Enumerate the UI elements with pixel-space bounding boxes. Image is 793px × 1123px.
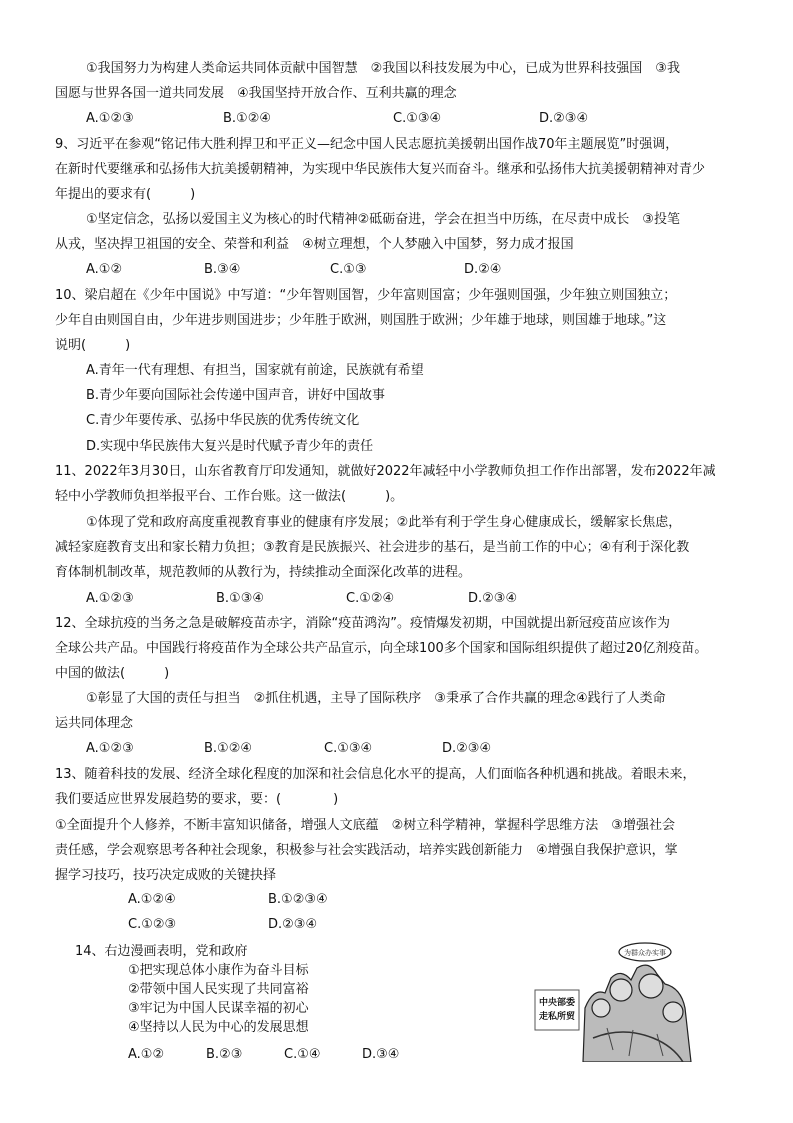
- cartoon-face-3: [592, 999, 610, 1017]
- cartoon-face-1: [610, 979, 632, 1001]
- q14-stem: 14、右边漫画表明，党和政府: [75, 944, 248, 959]
- q13-stem-line-1: 13、随着科技的发展、经济全球化程度的加深和社会信息化水平的提高，人们面临各种机遇和挑战。着眼未来，: [55, 767, 696, 782]
- q10-option-c[interactable]: C.青少年要传承、弘扬中华民族的优秀传统文化: [86, 413, 360, 428]
- q14-option-b[interactable]: B.②③: [206, 1047, 243, 1062]
- q8-option-b[interactable]: B.①②④: [223, 111, 272, 126]
- q10-stem-line-2: 少年自由则国自由，少年进步则国进步；少年胜于欧洲，则国胜于欧洲；少年雄于地球，则国雄于地球。”这: [55, 313, 667, 328]
- q12-stem-line-2: 全球公共产品。中国践行将疫苗作为全球公共产品宣示，向全球100多个国家和国际组织提供了超过20亿剂疫苗。: [55, 641, 708, 656]
- q12-option-d[interactable]: D.②③④: [442, 741, 492, 756]
- q13-option-d[interactable]: D.②③④: [268, 917, 318, 932]
- q13-option-c[interactable]: C.①②③: [128, 917, 177, 932]
- q9-statement-line-2: 从戎，坚决捍卫祖国的安全、荣誉和利益 ④树立理想，个人梦融入中国梦，努力成才报国: [55, 237, 574, 252]
- q13-statement-line-3: 握学习技巧，技巧决定成败的关键抉择: [55, 868, 277, 883]
- q11-option-b[interactable]: B.①③④: [216, 591, 265, 606]
- q12-statement-line-2: 运共同体理念: [55, 716, 134, 731]
- q14-statement-2: ②带领中国人民实现了共同富裕: [128, 982, 309, 997]
- q14-statement-4: ④坚持以人民为中心的发展思想: [128, 1020, 309, 1035]
- q10-option-b[interactable]: B.青少年要向国际社会传递中国声音，讲好中国故事: [86, 388, 386, 403]
- q10-stem-line-1: 10、梁启超在《少年中国说》中写道：“少年智则国智，少年富则国富；少年强则国强，少年独立则国独立；: [55, 288, 677, 303]
- q12-option-c[interactable]: C.①③④: [324, 741, 373, 756]
- q14-option-a[interactable]: A.①②: [128, 1047, 165, 1062]
- q14-cartoon-image: [533, 938, 693, 1062]
- q13-statement-line-2: 责任感，学会观察思考各种社会现象，积极参与社会实践活动，培养实践创新能力 ④增强自我保护意识，掌: [55, 843, 678, 858]
- q13-option-a[interactable]: A.①②④: [128, 892, 176, 907]
- q12-option-a[interactable]: A.①②③: [86, 741, 134, 756]
- cartoon-face-4: [663, 1002, 683, 1022]
- q9-option-a[interactable]: A.①②: [86, 262, 123, 277]
- q12-option-b[interactable]: B.①②④: [204, 741, 253, 756]
- q9-option-d[interactable]: D.②④: [464, 262, 502, 277]
- q13-option-b[interactable]: B.①②③④: [268, 892, 328, 907]
- cartoon-sign-text-2: 走私所贸: [538, 1012, 576, 1022]
- q14-option-d[interactable]: D.③④: [362, 1047, 400, 1062]
- q9-option-b[interactable]: B.③④: [204, 262, 241, 277]
- q8-statement-line-2: 国愿与世界各国一道共同发展 ④我国坚持开放合作、互利共赢的理念: [55, 86, 457, 101]
- q9-option-c[interactable]: C.①③: [330, 262, 367, 277]
- cartoon-sign-board: [535, 990, 579, 1030]
- q8-option-a[interactable]: A.①②③: [86, 111, 134, 126]
- q11-statement-line-3: 育体制机制改革，规范教师的从教行为，持续推动全面深化改革的进程。: [55, 565, 472, 580]
- q11-statement-line-2: 减轻家庭教育支出和家长精力负担；③教育是民族振兴、社会进步的基石，是当前工作的中心；④有利于深化教: [55, 540, 690, 555]
- q13-statement-line-1: ①全面提升个人修养，不断丰富知识储备，增强人文底蕴 ②树立科学精神，掌握科学思维方法 ③增强社会: [55, 818, 675, 833]
- q11-stem-line-1: 11、2022年3月30日，山东省教育厅印发通知，就做好2022年减轻中小学教师负担工作作出部署，发布2022年减: [55, 464, 716, 479]
- q11-option-d[interactable]: D.②③④: [468, 591, 518, 606]
- q11-option-a[interactable]: A.①②③: [86, 591, 134, 606]
- cartoon-face-2: [639, 974, 663, 998]
- q14-option-c[interactable]: C.①④: [284, 1047, 321, 1062]
- q10-stem-line-3: 说明( ): [55, 338, 131, 353]
- q12-statement-line-1: ①彰显了大国的责任与担当 ②抓住机遇，主导了国际秩序 ③秉承了合作共赢的理念④践行了人类命: [86, 691, 666, 706]
- q12-stem-line-3: 中国的做法( ): [55, 666, 170, 681]
- q14-statement-1: ①把实现总体小康作为奋斗目标: [128, 963, 309, 978]
- q14-statement-3: ③牢记为中国人民谋幸福的初心: [128, 1001, 309, 1016]
- cartoon-drawing: [533, 938, 693, 1062]
- q9-stem-line-2: 在新时代要继承和弘扬伟大抗美援朝精神，为实现中华民族伟大复兴而奋斗。继承和弘扬伟大抗美援朝精神对青少: [55, 162, 706, 177]
- q9-stem-line-1: 9、习近平在参观“铭记伟大胜利捍卫和平正义—纪念中国人民志愿抗美援朝出国作战70年主题展览”时强调，: [55, 137, 679, 152]
- q9-stem-line-3: 年提出的要求有( ): [55, 187, 196, 202]
- q8-option-c[interactable]: C.①③④: [393, 111, 442, 126]
- q12-stem-line-1: 12、全球抗疫的当务之急是破解疫苗赤字，消除“疫苗鸿沟”。疫情爆发初期，中国就提出新冠疫苗应该作为: [55, 616, 671, 631]
- q10-option-d[interactable]: D.实现中华民族伟大复兴是时代赋予青少年的责任: [86, 439, 374, 454]
- q11-option-c[interactable]: C.①②④: [346, 591, 395, 606]
- q8-statement-line-1: ①我国努力为构建人类命运共同体贡献中国智慧 ②我国以科技发展为中心，已成为世界科技强国 ③我: [86, 61, 680, 76]
- q9-statement-line-1: ①坚定信念，弘扬以爱国主义为核心的时代精神②砥砺奋进，学会在担当中历练，在尽责中成长 ③投笔: [86, 212, 680, 227]
- cartoon-bubble-text: 为群众办实事: [624, 949, 666, 957]
- cartoon-sign-text-1: 中央部委: [538, 998, 576, 1008]
- q11-statement-line-1: ①体现了党和政府高度重视教育事业的健康有序发展；②此举有利于学生身心健康成长，缓解家长焦虑，: [86, 515, 682, 530]
- q13-stem-line-2: 我们要适应世界发展趋势的要求，要：( ): [55, 792, 339, 807]
- q8-option-d[interactable]: D.②③④: [539, 111, 589, 126]
- q10-option-a[interactable]: A.青年一代有理想、有担当，国家就有前途，民族就有希望: [86, 363, 424, 378]
- q11-stem-line-2: 轻中小学教师负担举报平台、工作台账。这一做法( )。: [55, 489, 404, 504]
